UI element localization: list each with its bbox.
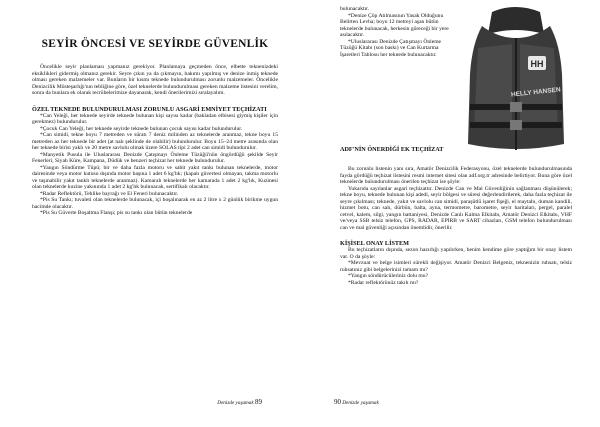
adf-heading: ADF'NİN ÖNERDİĞİ EK TEÇHİZAT (340, 146, 444, 153)
checklist-item: Bu teçhizatların dışında, sezon hazırlığı yapılırken, benim kendime göre yaptığım bir onay listem var. O da şöyle: (340, 247, 572, 260)
personal-checklist-heading: KİŞİSEL ONAY LİSTEM (340, 240, 410, 247)
body-paragraph: Yukarıda sayılanlar asgari teçhizattır. Denizde Can ve Mal Güvenliğinin sağlanması düşünülerek; tekne boyu, teknede bulunan kişi adedi, seyir bölgesi ve süresi değerlendirilerek, daha fazla teçhizat ile seyre çıkılması; teknede, yakıt ve savlolu can simidi, paraşütlü işaret fişeği, el maytabı, duman kandili, hizmet botu, can salı, dürbün, balta, ayna, termometre, barometre, seyir haritaları, pergel, paralel cetvel, kalem, silgi, yangın battaniyesi, Denizde Canlı Kalma Elkitabı, Amatör Denizci Elkitabı, VHF ve/veya SSB telsiz telefon, GPS, RADAR, EPIRB ve SART cihazları, GSM telefon bulundurulması can ve mal güvenliği açısından önemlidir, önerilir. (340, 185, 572, 231)
page-number: 89 (255, 398, 262, 406)
section-title: SEYİR ÖNCESİ VE SEYİRDE GÜVENLİK (41, 38, 269, 50)
vest-brand-text: HELLY HANSEN (510, 86, 562, 99)
life-jacket-photo (452, 4, 580, 156)
body-paragraph: Bu zorunlu listenin yanı sıra, Amatör Denizcilik Federasyonu, özel teknelerde bulundurulmasında fayda gördüğü teçhizat listesini resmi internet sitesi olan adf.org.tr adresinde belirtiyor. Buna göre özel teknelerde bulundurulması önerilen teçhizat ise şöyle: (340, 166, 572, 185)
equipment-item: *Çocuk Can Yeleği, her teknede seyirde teknede bulunan çocuk sayısı kadar bulundurulur. (40, 125, 243, 132)
equipment-item: *Can Yeleği, her teknede seyirde teknede bulunan kişi sayısı kadar (bakladan elbisesi giymiş kişiler için gerekmez) bulundurulur. (32, 112, 278, 126)
intro-paragraph: Öncelikle seyir planlaması yapmanız gerekiyor. Planlamaya geçmeden önce, elbette teknenizdeki eksiklikleri gidermiş olmanız gerekir. Seyre çıkın ya da çıkmayın, bakımı yapılmış ve denize inmiş teknede olması gereken malzemeler var. Bunların bir kısmı teknede bulundurulması zorunlu malzemeler. Öncelikle Denizcilik Müsteşarlığı'nın tebliğine göre, özel teknelerde bulundurulması gereken malzeme listesini verelim, sonra da bunlara ek olarak tecrübelerimize dayanarak, kendi önerilerimizi sıralayalım. (32, 64, 278, 96)
checklist-item: *Radar reflektörünüz takılı mı? (348, 279, 419, 286)
page-number: 90 (334, 398, 341, 406)
right-body-column (340, 166, 572, 286)
equipment-item: *Pis Su Güverte Boşaltma Flanşı; pis su tankı olan bütün teknelerde (40, 210, 193, 217)
right-top-column (340, 6, 452, 58)
right-page (300, 0, 600, 427)
mandatory-equipment-heading: ÖZEL TEKNEDE BULUNDURULMASI ZORUNLU ASGARİ EMNİYET TEÇHİZATI (32, 105, 267, 113)
svg-text:HH: HH (530, 59, 544, 69)
equipment-item: *Uluslararası Denizde Çatışmayı Önleme Tüzüğü Kitabı (son baskı) ve Can Kurtarma İşaretleri Tablosu her teknede bulunacaktır. (340, 38, 442, 58)
page-footer (217, 398, 262, 406)
footer-label: Denizde yaşamak (342, 400, 379, 406)
equipment-item: bulunacaktır. (340, 6, 370, 12)
page-footer (334, 398, 379, 406)
equipment-item: *Radar Reflektörü, Tehlike bayrağı ve El Feneri bulunacaktır. (40, 190, 179, 197)
checklist-item: *Mevzuat ve belge isimleri sürekli değişiyor. Amatör Denizci Belgeniz, teknenizin ruhsatı, telsiz ruhsatınız gibi belgelerinizi tamam mı? (340, 260, 572, 273)
checklist-item: *Yangın söndürücüleriniz dolu mu? (348, 273, 429, 280)
equipment-item: *Denize Çöp Atılmasının Yasak Olduğunu Belirten Levha; boyu 12 metreyi aşan bütün teknelerde bulunacak, herkesin göreceği bir yere asılacaktır. (340, 12, 449, 38)
equipment-item: *Pis Su Tankı; tuvaleti olan teknelerde bulunacak, içi boşalınarak en az 2 litre x 2 günlük birikme uygun hacimde olacaktır. (32, 197, 278, 210)
left-column (32, 64, 278, 217)
footer-label: Denizde yaşamak (217, 400, 254, 406)
equipment-item: *Manyetik Pusula ile Uluslararası Denizde Çatışmayı Önleme Tüzüğü'nün öngördüğü şekilde Seyir Fenerleri, Siyah Küre, Kampana, Düdük ve benzeri teçhizat her teknede bulundurulur. (32, 151, 278, 165)
equipment-item: *Can simidi, tekne boyu 7 metreden ve süratı 7 deniz milinden az teknelerde aranmaz, tekne boyu 15 metreden az her teknede bir adet (at nalı şeklinde de olabilir) bulundurulur. Boyu 15–24 metre arasında olan her teknede birisi yaklı ve 20 metre savlolu olmak üzere SOLAS tipi 2 adet can simidi bulundurulur. (32, 132, 278, 152)
equipment-item: *Yangın Söndürme Tüpü; bir ve daha fazla motoru ve sabit yakıt tankı bulunan teknelerde, motor dairesinde veya motor kutusu dışında motor başına 1 adet 6 kg'lık; (kapalı güvertesi olmayan, takma motorlu ve taşınabilir yakıt tanklı teknelerde aranmaz). Kamaralı teknelerde her kamarada 1 adet 2 kg'lık, Kuzinesi olan teknelerde kuzine yakınında 1 adet 2 kg'lık bulunacak, sertifikalı olacaktır. (32, 164, 278, 191)
